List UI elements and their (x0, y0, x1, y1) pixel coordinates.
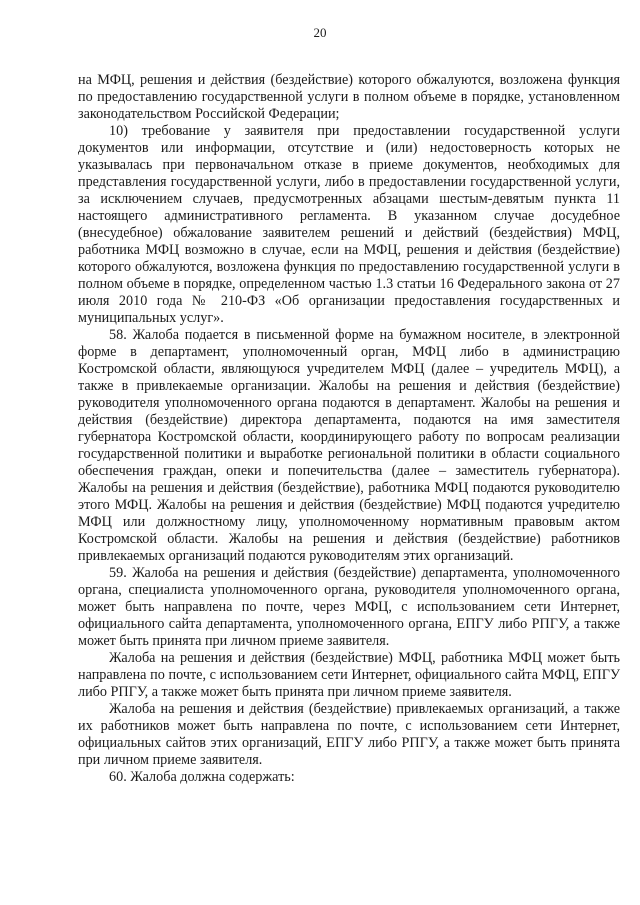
paragraph-item-10: 10) требование у заявителя при предоставлении государственной услуги документов или информации, отсутствие и (или) недостоверность которых не указывалась при первоначальном отказе в приеме документов, необходимых для представления государственной услуги, либо в предоставлении государственной услуги, за исключением случаев, предусмотренных абзацами шестым-девятым пункта 11 настоящего административного регламента. В указанном случае досудебное (внесудебное) обжалование заявителем решений и действий (бездействия) МФЦ, работника МФЦ возможно в случае, если на МФЦ, решения и действия (бездействие) которого обжалуются, возложена функция по предоставлению государственной услуги в полном объеме в порядке, определенном частью 1.3 статьи 16 Федерального закона от 27 июля 2010 года № 210-ФЗ «Об организации предоставления государственных и муниципальных услуг». (78, 123, 620, 326)
paragraph-organizations-complaint: Жалоба на решения и действия (бездействие) привлекаемых организаций, а также их работников может быть направлена по почте, с использованием сети Интернет, официальных сайтов этих организаций, ЕПГУ либо РПГУ, а также может быть принята при личном приеме заявителя. (78, 701, 620, 768)
page-number: 20 (313, 25, 327, 40)
paragraph-item-60: 60. Жалоба должна содержать: (109, 769, 295, 785)
paragraph-mfc-complaint: Жалоба на решения и действия (бездействие) МФЦ, работника МФЦ может быть направлена по почте, с использованием сети Интернет, официального сайта МФЦ, ЕПГУ либо РПГУ, а также может быть принята при личном приеме заявителя. (78, 650, 620, 700)
document-body (78, 72, 620, 786)
paragraph-item-59: 59. Жалоба на решения и действия (бездействие) департамента, уполномоченного органа, специалиста уполномоченного органа, руководителя уполномоченного органа, может быть направлена по почте, через МФЦ, с использованием сети Интернет, официального сайта департамента, уполномоченного органа, ЕПГУ либо РПГУ, а также может быть принята при личном приеме заявителя. (78, 565, 620, 649)
paragraph-continuation: на МФЦ, решения и действия (бездействие) которого обжалуются, возложена функция по предоставлению государственной услуги в полном объеме в порядке, установленном законодательством Российской Федерации; (78, 72, 620, 122)
paragraph-item-58: 58. Жалоба подается в письменной форме на бумажном носителе, в электронной форме в департамент, уполномоченный орган, МФЦ либо в администрацию Костромской области, являющуюся учредителем МФЦ (далее – учредитель МФЦ), а также в привлекаемые организации. Жалобы на решения и действия (бездействие) руководителя уполномоченного органа подаются в департамент. Жалобы на решения и действия (бездействие) директора департамента, подаются на имя заместителя губернатора Костромской области, координирующего работу по вопросам реализации государственной политики и выработке региональной политики в области социального обеспечения граждан, опеки и попечительства (далее – заместитель губернатора). Жалобы на решения и действия (бездействие), работника МФЦ подаются руководителю этого МФЦ. Жалобы на решения и действия (бездействие) МФЦ подаются учредителю МФЦ или должностному лицу, уполномоченному нормативным правовым актом Костромской области. Жалобы на решения и действия (бездействие) работников привлекаемых организаций подаются руководителям этих организаций. (78, 327, 620, 564)
